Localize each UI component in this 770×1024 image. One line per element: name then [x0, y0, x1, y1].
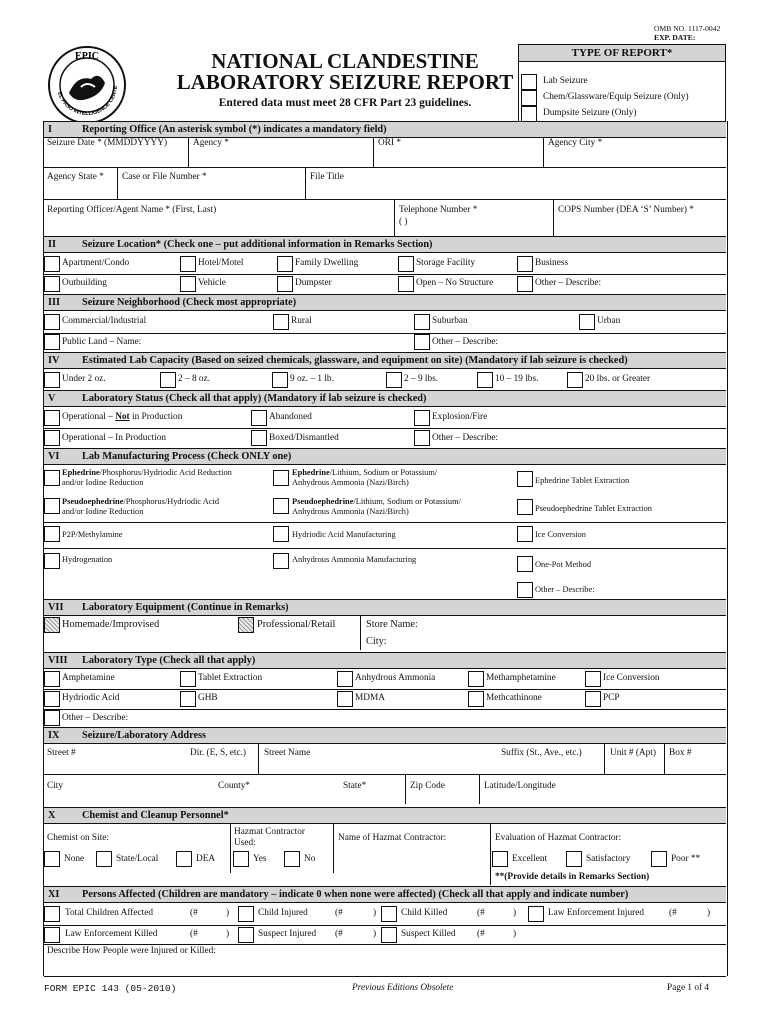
cops-number-label: COPS Number (DEA ‘S’ Number) *: [558, 205, 694, 215]
agency-input[interactable]: [192, 150, 369, 165]
section-9-header: IX Seizure/Laboratory Address: [44, 727, 726, 744]
location-storage-checkbox[interactable]: [398, 256, 414, 272]
suspect-injured-count-input[interactable]: [348, 927, 370, 941]
le-killed-checkbox[interactable]: [44, 927, 60, 943]
total-children-count-close: ): [226, 908, 230, 918]
location-hotel-checkbox[interactable]: [180, 256, 196, 272]
street-number-label: Street #: [47, 748, 76, 758]
hazmat-yes-checkbox[interactable]: [233, 851, 249, 867]
status-explosion-label: Explosion/Fire: [432, 412, 488, 422]
chemist-dea-checkbox[interactable]: [176, 851, 192, 867]
describe-injuries-input[interactable]: [48, 958, 722, 974]
section-11-header: XI Persons Affected (Children are mandatory – indicate 0 when none were affected) (Check all that apply and indicate number): [44, 886, 726, 903]
address-state-input[interactable]: [370, 778, 402, 798]
location-apartment-label: Apartment/Condo: [62, 258, 130, 268]
equipment-homemade-label: Homemade/Improvised: [62, 619, 160, 630]
evaluation-satisfactory-label: Satisfactory: [586, 854, 631, 864]
address-county-input[interactable]: [256, 778, 338, 798]
hazmat-evaluation-label: Evaluation of Hazmat Contractor:: [495, 833, 622, 843]
suspect-killed-count-close: ): [513, 929, 517, 939]
total-children-checkbox[interactable]: [44, 906, 60, 922]
child-killed-count-close: ): [513, 908, 517, 918]
process-pse-hi-label: Pseudoephedrine/Phosphorus/Hydriodic Acid and/or Iodine Reduction: [62, 497, 220, 516]
status-abandoned-label: Abandoned: [269, 412, 312, 422]
process-onepot-label: One-Pot Method: [535, 560, 592, 569]
epic-logo: [47, 45, 127, 125]
store-city-input[interactable]: [395, 634, 722, 648]
child-killed-checkbox[interactable]: [381, 906, 397, 922]
hazmat-yes-label: Yes: [253, 854, 267, 864]
chemist-none-label: None: [64, 854, 85, 864]
type-of-report-box: [518, 44, 726, 124]
street-name-label: Street Name: [264, 748, 311, 758]
status-other-checkbox[interactable]: [414, 430, 430, 446]
le-injured-checkbox[interactable]: [528, 906, 544, 922]
location-dumpster-checkbox[interactable]: [277, 276, 293, 292]
suspect-injured-count-open: (#: [335, 929, 343, 939]
case-number-label: Case or File Number *: [122, 172, 207, 182]
le-injured-label: Law Enforcement Injured: [548, 908, 645, 918]
neighborhood-rural-checkbox[interactable]: [273, 314, 289, 330]
le-killed-label: Law Enforcement Killed: [65, 929, 158, 939]
process-ice-label: Ice Conversion: [535, 530, 586, 539]
form-number: FORM EPIC 143 (05-2010): [44, 983, 177, 994]
suspect-injured-checkbox[interactable]: [238, 927, 254, 943]
capacity-2-8oz-checkbox[interactable]: [160, 372, 176, 388]
box-number-label: Box #: [669, 748, 692, 758]
page-number: Page 1 of 4: [667, 983, 710, 993]
type-ghb-checkbox[interactable]: [180, 691, 196, 707]
type-methamphetamine-label: Methamphetamine: [486, 673, 556, 683]
neighborhood-public-land-label: Public Land – Name:: [62, 337, 142, 347]
child-killed-count-input[interactable]: [490, 906, 510, 920]
child-killed-label: Child Killed: [401, 908, 448, 918]
street-direction-input[interactable]: [190, 760, 254, 773]
file-title-label: File Title: [310, 172, 344, 182]
capacity-under-2oz-label: Under 2 oz.: [62, 374, 106, 384]
neighborhood-rural-label: Rural: [291, 316, 312, 326]
type-amphetamine-label: Amphetamine: [62, 673, 115, 683]
equipment-homemade-checkbox[interactable]: [44, 617, 60, 633]
section-8-header: VIII Laboratory Type (Check all that apply): [44, 652, 726, 669]
logo-text: EPIC: [75, 51, 99, 62]
logo-ring-text: EL PASO INTELLIGENCE CENTE: [55, 85, 120, 118]
type-of-report-heading: TYPE OF REPORT*: [519, 45, 725, 62]
omb-number: OMB NO. 1117-0042: [654, 24, 721, 33]
neighborhood-urban-checkbox[interactable]: [579, 314, 595, 330]
agency-city-label: Agency City *: [548, 138, 603, 148]
unit-number-label: Unit # (Apt): [610, 748, 656, 758]
type-hydriodic-acid-checkbox[interactable]: [44, 691, 60, 707]
total-children-count-open: (#: [190, 908, 198, 918]
telephone-parens: ( ): [399, 217, 408, 227]
status-in-production-checkbox[interactable]: [44, 430, 60, 446]
suspect-killed-count-input[interactable]: [490, 927, 510, 941]
report-dumpsite-seizure-checkbox[interactable]: [521, 106, 537, 122]
title-line2: LABORATORY SEIZURE REPORT: [176, 70, 514, 94]
section-4-header: IV Estimated Lab Capacity (Based on seized chemicals, glassware, and equipment on site) (Mandatory if lab seizure is checked): [44, 352, 726, 369]
report-dumpsite-seizure: Dumpsite Seizure (Only): [543, 108, 637, 118]
process-pse-hi-checkbox[interactable]: [44, 498, 60, 514]
suspect-injured-count-close: ): [373, 929, 377, 939]
report-lab-seizure: Lab Seizure: [543, 76, 588, 86]
section-10-header: X Chemist and Cleanup Personnel*: [44, 807, 726, 824]
neighborhood-suburban-label: Suburban: [432, 316, 468, 326]
process-aa-mfg-label: Anhydrous Ammonia Manufacturing: [292, 555, 417, 564]
report-chem-seizure-checkbox[interactable]: [521, 90, 537, 106]
child-injured-count-input[interactable]: [348, 906, 370, 920]
street-suffix-label: Suffix (St., Ave., etc.): [501, 748, 582, 758]
title-line1: NATIONAL CLANDESTINE: [211, 49, 479, 73]
agency-city-input[interactable]: [547, 150, 722, 165]
suspect-killed-label: Suspect Killed: [401, 929, 456, 939]
officer-name-label: Reporting Officer/Agent Name * (First, Last): [47, 205, 217, 215]
process-eph-tablet-checkbox[interactable]: [517, 471, 533, 487]
exp-date: EXP. DATE:: [654, 33, 696, 42]
child-injured-count-open: (#: [335, 908, 343, 918]
capacity-10-19lbs-checkbox[interactable]: [477, 372, 493, 388]
chemist-on-site-label: Chemist on Site:: [47, 833, 109, 843]
type-hydriodic-acid-label: Hydriodic Acid: [62, 693, 120, 703]
process-hi-mfg-label: Hydriodic Acid Manufacturing: [292, 530, 396, 539]
process-onepot-checkbox[interactable]: [517, 556, 533, 572]
evaluation-poor-label: Poor **: [671, 854, 701, 864]
process-eph-li-label: Ephedrine/Lithium, Sodium or Potassium/ Anhydrous Ammonia (Nazi/Birch): [292, 468, 438, 487]
hazmat-name-input[interactable]: [338, 848, 486, 870]
neighborhood-public-land-checkbox[interactable]: [44, 334, 60, 350]
type-ghb-label: GHB: [198, 693, 218, 703]
process-pse-tablet-label: Pseudoephedrine Tablet Extraction: [535, 504, 652, 513]
neighborhood-urban-label: Urban: [597, 316, 621, 326]
capacity-10-19lbs-label: 10 – 19 lbs.: [495, 374, 539, 384]
status-other-label: Other – Describe:: [432, 433, 499, 443]
street-number-input[interactable]: [48, 760, 183, 773]
type-mdma-checkbox[interactable]: [337, 691, 353, 707]
section-6-header: VI Lab Manufacturing Process (Check ONLY one): [44, 448, 726, 465]
neighborhood-suburban-checkbox[interactable]: [414, 314, 430, 330]
type-ice-conversion-checkbox[interactable]: [585, 671, 601, 687]
suspect-killed-count-open: (#: [477, 929, 485, 939]
type-anhydrous-ammonia-label: Anhydrous Ammonia: [355, 673, 436, 683]
box-number-input[interactable]: [668, 760, 722, 773]
status-in-production-label: Operational – In Production: [62, 433, 167, 443]
chemist-dea-label: DEA: [196, 854, 216, 864]
capacity-2-9lbs-label: 2 – 9 lbs.: [404, 374, 439, 384]
type-methcathinone-label: Methcathinone: [486, 693, 542, 703]
location-outbuilding-checkbox[interactable]: [44, 276, 60, 292]
location-open-checkbox[interactable]: [398, 276, 414, 292]
file-title-input[interactable]: [309, 184, 722, 198]
address-city-label: City: [47, 781, 64, 791]
type-tablet-extraction-checkbox[interactable]: [180, 671, 196, 687]
address-zip-input[interactable]: [452, 778, 476, 798]
hazmat-used-label: Hazmat Contractor Used:: [234, 827, 305, 848]
process-p2p-label: P2P/Methylamine: [62, 530, 123, 539]
neighborhood-commercial-checkbox[interactable]: [44, 314, 60, 330]
le-killed-count-input[interactable]: [203, 927, 223, 941]
process-other-label: Other – Describe:: [535, 585, 595, 594]
location-dumpster-label: Dumpster: [295, 278, 332, 288]
section-3-header: III Seizure Neighborhood (Check most appropriate): [44, 294, 726, 311]
report-chem-seizure: Chem/Glassware/Equip Seizure (Only): [543, 92, 689, 102]
store-name-label: Store Name:: [366, 619, 418, 630]
process-hi-mfg-checkbox[interactable]: [273, 526, 289, 542]
process-pse-li-label: Pseudoephedrine/Lithium, Sodium or Potassium/ Anhydrous Ammonia (Nazi/Birch): [292, 497, 461, 516]
chemist-none-checkbox[interactable]: [44, 851, 60, 867]
capacity-20lbs-label: 20 lbs. or Greater: [585, 374, 651, 384]
officer-name-input[interactable]: [48, 218, 390, 234]
suspect-injured-label: Suspect Injured: [258, 929, 317, 939]
cops-number-input[interactable]: [557, 218, 722, 234]
status-explosion-checkbox[interactable]: [414, 410, 430, 426]
street-suffix-input[interactable]: [500, 760, 600, 773]
street-direction-label: Dir. (E, S, etc.): [190, 748, 247, 758]
evaluation-excellent-checkbox[interactable]: [492, 851, 508, 867]
location-storage-label: Storage Facility: [416, 258, 476, 268]
type-other-label: Other – Describe:: [62, 713, 129, 723]
address-county-label: County*: [218, 781, 251, 791]
address-state-label: State*: [343, 781, 367, 791]
chemist-state-local-checkbox[interactable]: [96, 851, 112, 867]
type-tablet-extraction-label: Tablet Extraction: [198, 673, 263, 683]
status-boxed-label: Boxed/Dismantled: [269, 433, 339, 443]
address-city-input[interactable]: [70, 778, 210, 798]
type-amphetamine-checkbox[interactable]: [44, 671, 60, 687]
le-injured-count-input[interactable]: [682, 906, 704, 920]
location-other-label: Other – Describe:: [535, 278, 602, 288]
unit-number-input[interactable]: [608, 760, 660, 773]
ori-input[interactable]: [377, 150, 539, 165]
title-subtitle: Entered data must meet 28 CFR Part 23 guidelines.: [218, 97, 472, 109]
section-5-header: V Laboratory Status (Check all that apply) (Mandatory if lab seizure is checked): [44, 390, 726, 407]
type-mdma-label: MDMA: [355, 693, 385, 703]
location-family-dwelling-checkbox[interactable]: [277, 256, 293, 272]
address-latlong-label: Latitude/Longitude: [484, 781, 556, 791]
le-killed-count-open: (#: [190, 929, 198, 939]
report-lab-seizure-checkbox[interactable]: [521, 74, 537, 90]
process-eph-hi-checkbox[interactable]: [44, 470, 60, 486]
store-name-input[interactable]: [430, 617, 722, 631]
evaluation-satisfactory-checkbox[interactable]: [566, 851, 582, 867]
remarks-note: **(Provide details in Remarks Section): [495, 872, 650, 882]
seizure-date-label: Seizure Date * (MMDDYYYY): [47, 138, 168, 148]
describe-injuries-label: Describe How People were Injured or Killed:: [47, 946, 216, 956]
type-anhydrous-ammonia-checkbox[interactable]: [337, 671, 353, 687]
equipment-professional-label: Professional/Retail: [257, 619, 336, 630]
location-open-label: Open – No Structure: [416, 278, 494, 288]
store-city-label: City:: [366, 636, 387, 647]
evaluation-excellent-label: Excellent: [512, 854, 548, 864]
type-methcathinone-checkbox[interactable]: [468, 691, 484, 707]
location-outbuilding-label: Outbuilding: [62, 278, 107, 288]
capacity-2-9lbs-checkbox[interactable]: [386, 372, 402, 388]
agency-state-label: Agency State *: [47, 172, 104, 182]
capacity-9oz-1lb-label: 9 oz. – 1 lb.: [290, 374, 334, 384]
status-not-in-production-label: Operational – Not in Production: [62, 412, 183, 422]
capacity-9oz-1lb-checkbox[interactable]: [272, 372, 288, 388]
location-other-checkbox[interactable]: [517, 276, 533, 292]
process-other-checkbox[interactable]: [517, 582, 533, 598]
location-business-label: Business: [535, 258, 569, 268]
location-vehicle-label: Vehicle: [198, 278, 226, 288]
location-apartment-checkbox[interactable]: [44, 256, 60, 272]
process-p2p-checkbox[interactable]: [44, 526, 60, 542]
capacity-20lbs-checkbox[interactable]: [567, 372, 583, 388]
location-business-checkbox[interactable]: [517, 256, 533, 272]
process-hydrogenation-checkbox[interactable]: [44, 553, 60, 569]
process-eph-tablet-label: Ephedrine Tablet Extraction: [535, 476, 630, 485]
ori-label: ORI *: [378, 138, 401, 148]
address-zip-label: Zip Code: [410, 781, 445, 791]
agency-label: Agency *: [193, 138, 229, 148]
total-children-count-input[interactable]: [203, 906, 223, 920]
process-eph-hi-label: Ephedrine/Phosphorus/Hydriodic Acid Reduction and/or Iodine Reduction: [62, 468, 232, 487]
type-pcp-label: PCP: [603, 693, 620, 703]
telephone-label: Telephone Number *: [399, 205, 478, 215]
le-killed-count-close: ): [226, 929, 230, 939]
child-killed-count-open: (#: [477, 908, 485, 918]
equipment-professional-checkbox[interactable]: [238, 617, 254, 633]
process-eph-li-checkbox[interactable]: [273, 470, 289, 486]
type-methamphetamine-checkbox[interactable]: [468, 671, 484, 687]
type-ice-conversion-label: Ice Conversion: [603, 673, 660, 683]
status-not-in-production-checkbox[interactable]: [44, 410, 60, 426]
street-name-input[interactable]: [263, 760, 495, 773]
chemist-state-local-label: State/Local: [116, 854, 159, 864]
evaluation-poor-checkbox[interactable]: [651, 851, 667, 867]
status-boxed-checkbox[interactable]: [251, 430, 267, 446]
child-injured-checkbox[interactable]: [238, 906, 254, 922]
seizure-date-input[interactable]: [48, 150, 184, 165]
location-family-dwelling-label: Family Dwelling: [295, 258, 359, 268]
child-injured-label: Child Injured: [258, 908, 308, 918]
telephone-input[interactable]: [440, 218, 550, 234]
suspect-killed-checkbox[interactable]: [381, 927, 397, 943]
section-7-header: VII Laboratory Equipment (Continue in Remarks): [44, 599, 726, 616]
capacity-2-8oz-label: 2 – 8 oz.: [178, 374, 211, 384]
address-latlong-input[interactable]: [566, 778, 722, 798]
process-aa-mfg-checkbox[interactable]: [273, 553, 289, 569]
process-pse-tablet-checkbox[interactable]: [517, 499, 533, 515]
process-ice-checkbox[interactable]: [517, 526, 533, 542]
location-hotel-label: Hotel/Motel: [198, 258, 244, 268]
neighborhood-commercial-label: Commercial/Industrial: [62, 316, 147, 326]
total-children-label: Total Children Affected: [65, 908, 153, 918]
hazmat-name-label: Name of Hazmat Contractor:: [338, 833, 447, 843]
type-pcp-checkbox[interactable]: [585, 691, 601, 707]
le-injured-count-close: ): [707, 908, 711, 918]
neighborhood-other-label: Other – Describe:: [432, 337, 499, 347]
section-1-header: I Reporting Office (An asterisk symbol (*) indicates a mandatory field): [44, 121, 726, 138]
section-2-header: II Seizure Location* (Check one – put additional information in Remarks Section): [44, 236, 726, 253]
location-vehicle-checkbox[interactable]: [180, 276, 196, 292]
hazmat-no-label: No: [304, 854, 316, 864]
process-hydrogenation-label: Hydrogenation: [62, 555, 113, 564]
capacity-under-2oz-checkbox[interactable]: [44, 372, 60, 388]
agency-state-input[interactable]: [48, 184, 113, 198]
child-injured-count-close: ): [373, 908, 377, 918]
le-injured-count-open: (#: [669, 908, 677, 918]
hazmat-no-checkbox[interactable]: [284, 851, 300, 867]
neighborhood-other-checkbox[interactable]: [414, 334, 430, 350]
previous-editions-note: Previous Editions Obsolete: [352, 983, 454, 993]
case-number-input[interactable]: [121, 184, 301, 198]
process-pse-li-checkbox[interactable]: [273, 498, 289, 514]
status-abandoned-checkbox[interactable]: [251, 410, 267, 426]
type-other-checkbox[interactable]: [44, 710, 60, 726]
